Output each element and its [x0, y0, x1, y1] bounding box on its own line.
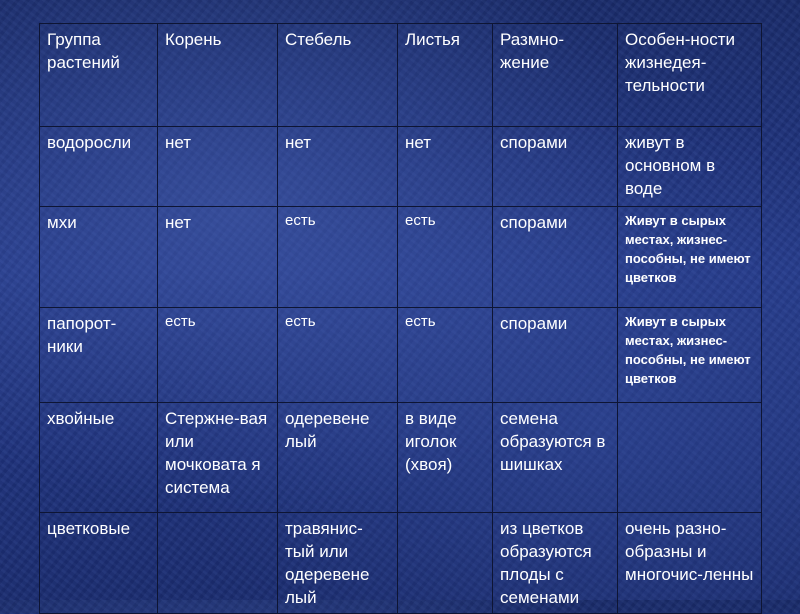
- header-cell-group: Группа растений: [40, 24, 158, 127]
- table-cell: мхи: [40, 207, 158, 308]
- table-cell: есть: [158, 308, 278, 403]
- table-cell: есть: [398, 207, 493, 308]
- table-row: [40, 308, 762, 403]
- table-cell: есть: [278, 207, 398, 308]
- table-cell: водоросли: [40, 127, 158, 207]
- table-cell: [618, 403, 762, 513]
- table-row: [40, 403, 762, 513]
- table-cell: семена образуются в шишках: [493, 403, 618, 513]
- table-cell: Живут в сырых местах, жизнес-пособны, не имеют цветков: [618, 308, 762, 403]
- header-cell-features: Особен-ности жизнедея-тельности: [618, 24, 762, 127]
- plant-groups-table: [39, 23, 762, 614]
- table-cell: нет: [398, 127, 493, 207]
- table-cell: спорами: [493, 127, 618, 207]
- table-cell: цветковые: [40, 513, 158, 614]
- table-cell: есть: [278, 308, 398, 403]
- table-cell: из цветков образуются плоды с семенами: [493, 513, 618, 614]
- table-cell: папорот-ники: [40, 308, 158, 403]
- header-cell-root: Корень: [158, 24, 278, 127]
- table-cell: хвойные: [40, 403, 158, 513]
- table-cell: [158, 513, 278, 614]
- header-cell-reproduction: Размно-жение: [493, 24, 618, 127]
- table-cell: живут в основном в воде: [618, 127, 762, 207]
- header-cell-stem: Стебель: [278, 24, 398, 127]
- table-row: [40, 207, 762, 308]
- table-cell: спорами: [493, 308, 618, 403]
- table-cell: спорами: [493, 207, 618, 308]
- table-row: [40, 127, 762, 207]
- table-cell: нет: [278, 127, 398, 207]
- table-cell: одеревене лый: [278, 403, 398, 513]
- table-cell: [398, 513, 493, 614]
- table-cell: нет: [158, 207, 278, 308]
- table-cell: в виде иголок (хвоя): [398, 403, 493, 513]
- table-cell: травянис-тый или одеревене лый: [278, 513, 398, 614]
- table-cell: Стержне-вая или мочковата я система: [158, 403, 278, 513]
- table-row: [40, 513, 762, 614]
- table-cell: Живут в сырых местах, жизнес-пособны, не имеют цветков: [618, 207, 762, 308]
- table-cell: есть: [398, 308, 493, 403]
- table-header-row: [40, 24, 762, 127]
- table-cell: очень разно-образны и многочис-ленны: [618, 513, 762, 614]
- header-cell-leaves: Листья: [398, 24, 493, 127]
- table-cell: нет: [158, 127, 278, 207]
